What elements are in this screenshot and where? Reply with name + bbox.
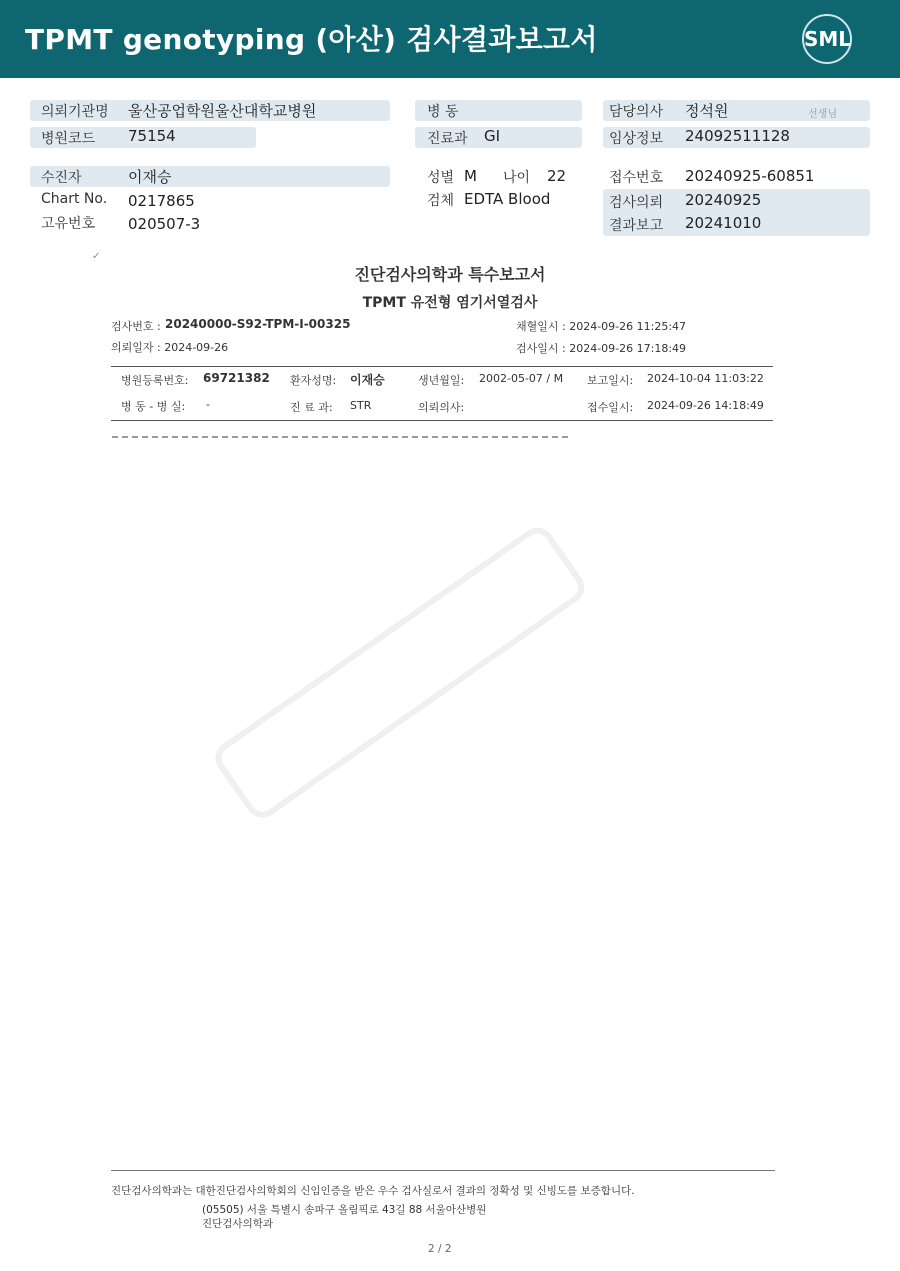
sml-logo [802,14,852,64]
clinical-label: 임상정보 [609,131,664,147]
receipt-no-value: 20240925-60851 [685,167,815,185]
request-value: 20240925 [685,191,762,209]
doctor-value: 정석원 [685,102,729,120]
collect-time: 채혈일시 : 2024-09-26 11:25:47 [516,320,687,333]
chart-no-value: 0217865 [128,192,195,210]
age-value: 22 [547,167,567,185]
special-report-subtitle: TPMT 유전형 염기서열검사 [362,295,538,311]
address-text: (05505) 서울 특별시 송파구 올림픽로 43길 88 서울아산병원 [202,1204,487,1216]
birth-value: 2002-05-07 / M [479,372,564,385]
request-date: 의뢰일자 : 2024-09-26 [111,341,229,354]
doctor-label: 담당의사 [609,104,664,120]
patient-value: 이재승 [128,168,172,186]
dashed-separator [112,436,568,438]
request-label: 검사의뢰 [609,195,664,211]
department-text: 진단검사의학과 [202,1218,274,1230]
reg-no-label: 병원등록번호: [121,374,189,387]
test-no-value: 20240000-S92-TPM-I-00325 [165,317,351,331]
clinical-value: 24092511128 [685,127,790,145]
sex-label: 성별 [427,170,455,186]
patient-label: 수진자 [41,170,82,186]
ward-label: 병 동 [427,104,459,120]
footer-rule [111,1170,775,1171]
unique-no-value: 020507-3 [128,215,201,233]
dept-value: GI [484,127,501,145]
institution-value: 울산공업학원울산대학교병원 [128,102,317,120]
check-mark-icon: ✓ [92,251,101,262]
watermark-seal [193,503,686,957]
institution-label: 의뢰기관명 [41,104,109,120]
doctor-suffix: 선생님 [808,109,837,120]
certification-text: 진단검사의학과는 대한진단검사의학회의 신임인증을 받은 우수 검사실로서 결과의 정확성 및 신빙도를 보증합니다. [111,1185,635,1197]
hospital-code-value: 75154 [128,127,176,145]
logo-text: SML [804,27,852,51]
special-report-title: 진단검사의학과 특수보고서 [354,265,546,284]
patient-name-label: 환자성명: [290,374,337,387]
age-label: 나이 [503,170,531,186]
hospital-code-label: 병원코드 [41,131,96,147]
report-header [0,0,900,78]
reg-no-value: 69721382 [203,371,270,385]
ward-room-value: - [206,398,210,411]
report-time-label: 보고일시: [587,374,634,387]
unique-no-label: 고유번호 [41,216,96,232]
test-time: 검사일시 : 2024-09-26 17:18:49 [516,342,687,355]
receipt-time-label: 접수일시: [587,401,634,414]
table-top-rule [111,366,773,367]
report-time-value: 2024-10-04 11:03:22 [647,372,764,385]
report-dept-value: STR [350,399,372,412]
report-date-label: 결과보고 [609,218,664,234]
receipt-time-value: 2024-09-26 14:18:49 [647,399,764,412]
birth-label: 생년월일: [418,374,465,387]
report-dept-label: 진 료 과: [290,401,333,414]
patient-bar [30,166,390,187]
receipt-no-label: 접수번호 [609,170,664,186]
table-bottom-rule [111,420,773,421]
report-date-value: 20241010 [685,214,762,232]
page-number: 2 / 2 [428,1243,452,1255]
ward-room-label: 병 동 - 병 실: [121,400,186,413]
dept-label: 진료과 [427,131,468,147]
patient-name-value: 이재승 [350,373,385,387]
req-doctor-label: 의뢰의사: [418,401,465,414]
specimen-value: EDTA Blood [464,190,551,208]
test-no-label: 검사번호 : [111,320,161,333]
chart-no-label: Chart No. [41,191,108,207]
specimen-label: 검체 [427,193,455,209]
sex-value: M [464,167,477,185]
report-title: TPMT genotyping (아산) 검사결과보고서 [25,23,598,56]
